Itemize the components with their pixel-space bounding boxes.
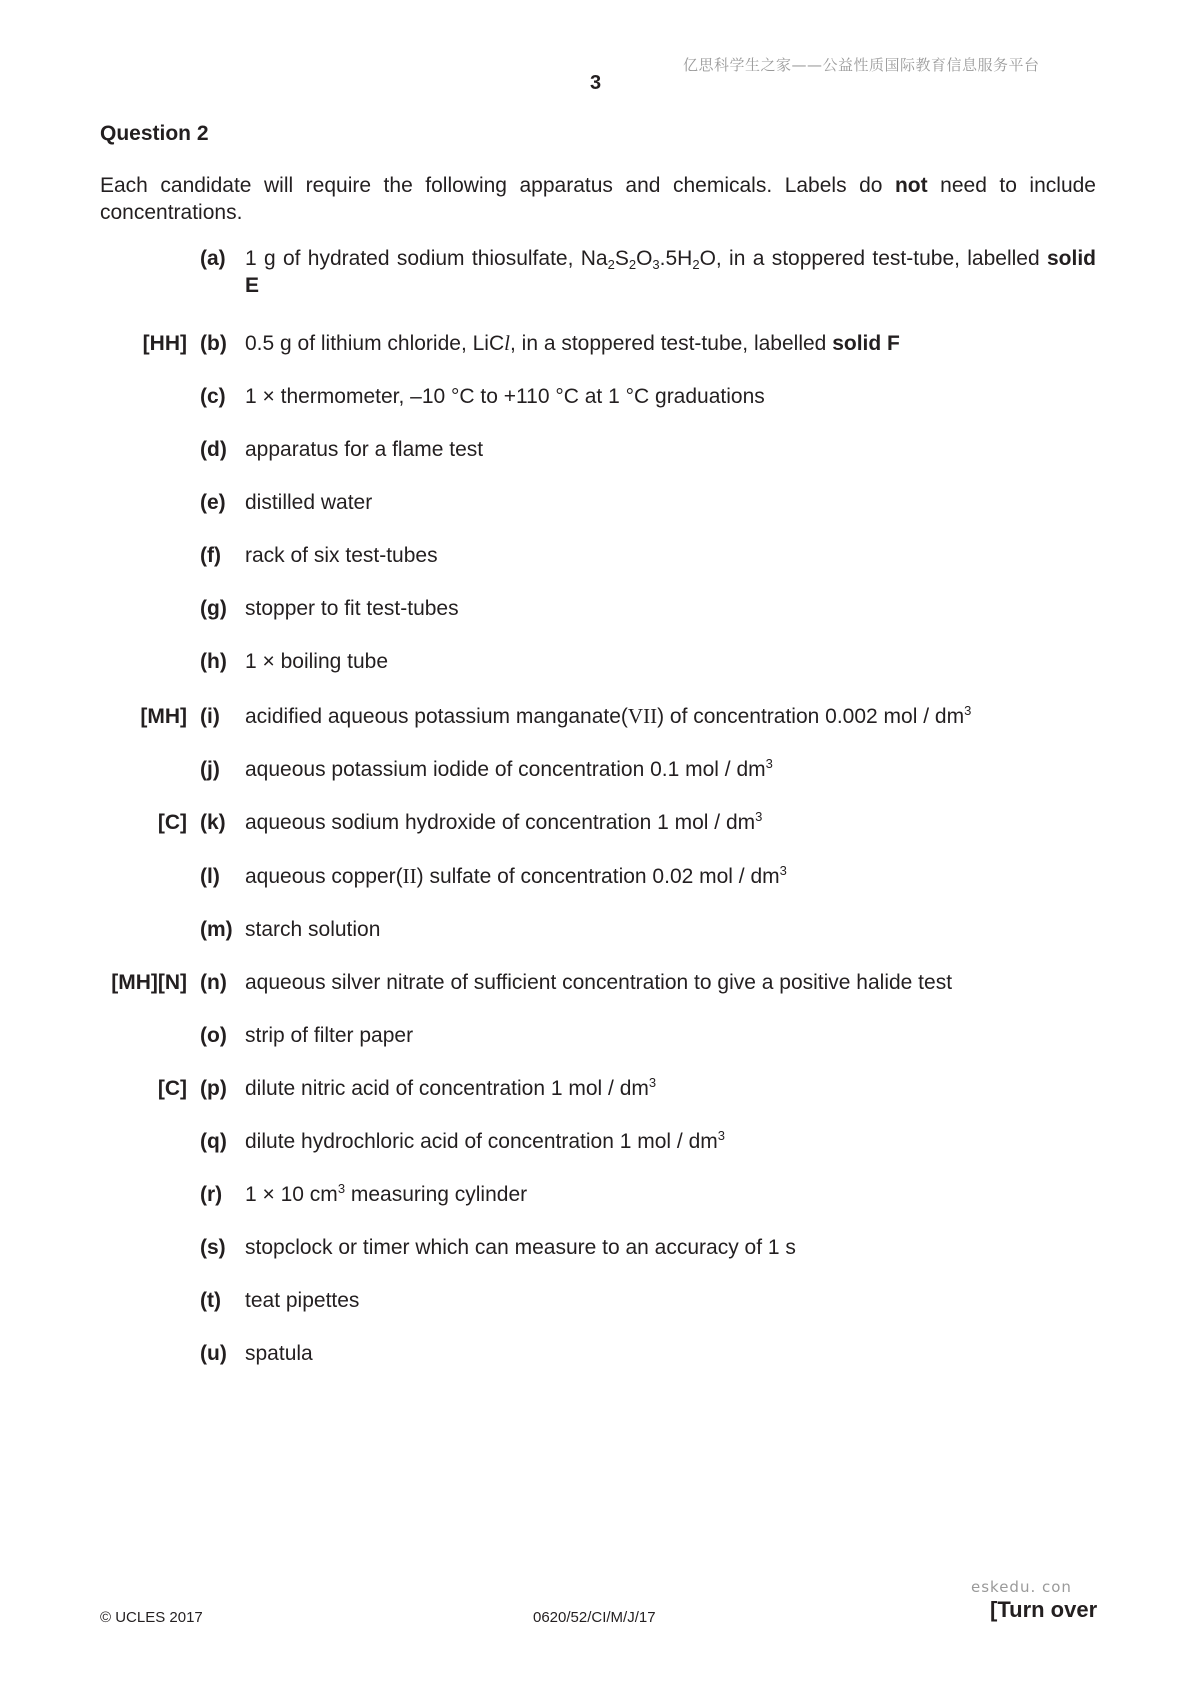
item-tag: [C] [157,811,187,834]
question-title: Question 2 [100,122,209,145]
item-text: acidified aqueous potassium manganate(VII) of concentration 0.002 mol / $dm^3$ [245,703,972,728]
intro-text: Each candidate will require the following apparatus and chemicals. Labels do [100,174,895,197]
page-number: 3 [590,72,602,94]
item-text: aqueous potassium iodide of concentration 0.1 mol / $dm^3$ [245,756,773,781]
list-item [0,330,1191,358]
footer-copyright: © UCLES 2017 [100,1609,203,1626]
list-item [0,1234,1191,1262]
item-text: distilled water [245,491,373,514]
item-label: (s) [200,1236,226,1259]
item-label: (b) [200,332,227,355]
list-item [0,489,1191,517]
list-item [0,809,1191,837]
item-tag: [MH][N] [111,971,187,994]
question-intro [100,172,1096,226]
item-text: aqueous sodium hydroxide of concentration 1 mol / $dm^3$ [245,809,763,834]
list-item [0,436,1191,464]
item-text: dilute hydrochloric acid of concentration 1 mol / $dm^3$ [245,1128,725,1153]
item-text: dilute nitric acid of concentration 1 mol / $dm^3$ [245,1075,657,1100]
item-label: (u) [200,1342,227,1365]
list-item [0,383,1191,411]
item-label: (o) [200,1024,227,1047]
turn-over-label: [Turn over [990,1597,1098,1622]
item-label: (j) [200,758,220,781]
item-label: (h) [200,650,227,673]
item-label: (e) [200,491,226,514]
item-label: (q) [200,1130,227,1153]
item-label: (m) [200,918,233,941]
item-label: (k) [200,811,226,834]
list-item [0,916,1191,944]
item-text: teat pipettes [245,1289,360,1312]
item-text: 1 × thermometer, –10 °C to +110 °C at 1 °C graduations [245,385,765,408]
list-item [0,1075,1191,1103]
list-item [0,1181,1191,1209]
item-tag: [MH] [140,705,187,728]
item-label: (l) [200,865,220,888]
footer-watermark: eskedu. con [971,1578,1072,1596]
item-text: apparatus for a flame test [245,438,484,461]
item-text: 1 × 10 $cm^3$ measuring cylinder [245,1181,528,1206]
footer-paper-code: 0620/52/CI/M/J/17 [533,1609,656,1626]
item-text: aqueous copper(II) sulfate of concentration 0.02 mol / $dm^3$ [245,863,787,888]
item-text: aqueous silver nitrate of sufficient concentration to give a positive halide test [245,971,953,994]
item-text: stopclock or timer which can measure to an accuracy of 1 s [245,1236,796,1259]
item-label: (g) [200,597,227,620]
item-label: (a) [200,247,226,270]
item-tag: [HH] [142,332,187,355]
list-item [0,756,1191,784]
item-text: stopper to fit test-tubes [245,597,459,620]
list-item [0,969,1191,997]
list-item [0,648,1191,676]
list-item [0,1340,1191,1368]
list-item [0,703,1191,731]
item-label: (i) [200,705,220,728]
intro-emphasis: not [894,174,928,197]
item-text: 0.5 g of lithium chloride, LiCl, in a stoppered test-tube, labelled solid F [245,331,900,355]
item-text: 1 g of hydrated sodium thiosulfate, $Na_2S_2O_3.5H_2O$, in a stoppered test-tube, labelled solid E [245,247,1096,297]
list-item [0,1128,1191,1156]
item-text: spatula [245,1342,313,1365]
item-text: starch solution [245,918,381,941]
item-label: (r) [200,1183,223,1206]
item-label: (t) [200,1289,221,1312]
item-label: (c) [200,385,226,408]
item-text: rack of six test-tubes [245,544,438,567]
item-label: (f) [200,544,221,567]
list-item [0,595,1191,623]
list-item [0,245,1191,301]
list-item [0,1022,1191,1050]
list-item [0,542,1191,570]
item-label: (p) [200,1077,227,1100]
item-label: (d) [200,438,227,461]
list-item [0,1287,1191,1315]
list-item [0,863,1191,891]
item-text: strip of filter paper [245,1024,414,1047]
item-tag: [C] [157,1077,187,1100]
item-label: (n) [200,971,227,994]
item-text: 1 × boiling tube [245,650,389,673]
header-watermark: 亿思科学生之家——公益性质国际教育信息服务平台 [683,56,1040,74]
intro-text-end: need to include concentrations. [100,174,1096,224]
